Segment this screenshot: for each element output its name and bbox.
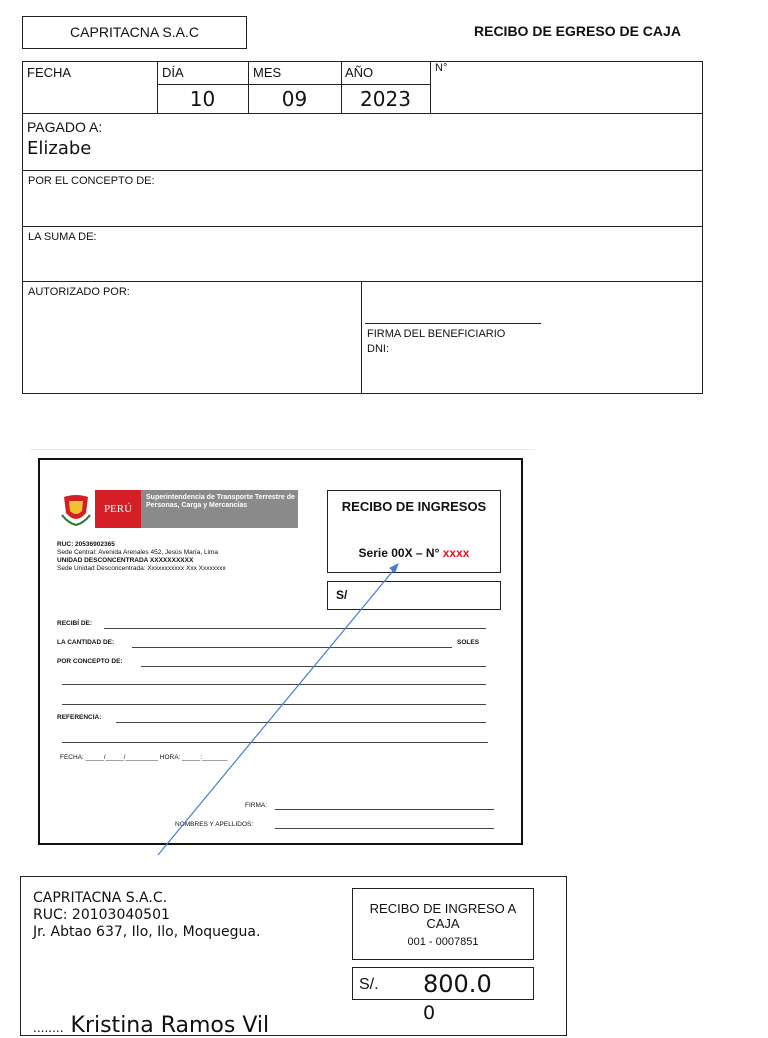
bottom-amount-box xyxy=(352,967,534,1000)
serie-number: Serie 00X – N° xxxx xyxy=(358,546,470,560)
autorizado-label: AUTORIZADO POR: xyxy=(28,286,130,298)
ruc-text: RUC: 20536902365 xyxy=(57,541,115,548)
dni-label: DNI: xyxy=(367,343,389,355)
soles-label: SOLES xyxy=(457,639,480,646)
dia-label: DÍA xyxy=(162,65,184,80)
peru-label: PERÚ xyxy=(95,490,141,528)
pagado-value: Elizabe xyxy=(27,138,92,159)
unidad-text: UNIDAD DESCONCENTRADA XXXXXXXXXX xyxy=(57,557,194,564)
recibi-label: RECIBÍ DE: xyxy=(57,620,93,627)
bottom-received-from: ........ Kristina Ramos Vil xyxy=(33,1013,270,1038)
entity-name: Superintendencia de Transporte Terrestre de Personas, Carga y Mercancías xyxy=(146,494,295,509)
fecha-label: FECHA xyxy=(27,65,72,80)
firma-beneficiario-label: FIRMA DEL BENEFICIARIO xyxy=(367,328,506,340)
company-name-box: CAPRITACNA S.A.C xyxy=(22,16,247,49)
anio-value: 2023 xyxy=(360,87,411,111)
receipt-title: RECIBO DE EGRESO DE CAJA xyxy=(474,23,681,39)
bottom-company-name: CAPRITACNA S.A.C. xyxy=(33,890,168,906)
sede-unidad-text: Sede Unidad Desconcentrada: Xxxxxxxxxxx Xxx Xxxxxxxx xyxy=(57,565,226,572)
sede-central-text: Sede Central: Avenida Arenales 452, Jesús María, Lima xyxy=(57,549,219,556)
bottom-amount: 800.0 xyxy=(423,970,492,998)
concepto-label-img: POR CONCEPTO DE: xyxy=(57,658,123,665)
mes-label: MES xyxy=(253,65,282,80)
nombres-label: NOMBRES Y APELLIDOS: xyxy=(175,821,254,828)
cantidad-label: LA CANTIDAD DE: xyxy=(57,639,115,646)
firma-label-img: FIRMA: xyxy=(245,802,268,809)
mes-value: 09 xyxy=(281,87,308,111)
recibo-ingresos-title: RECIBO DE INGRESOS xyxy=(341,499,487,514)
bottom-company-block xyxy=(33,890,260,941)
bottom-currency: S/. xyxy=(359,976,379,993)
dia-value: 10 xyxy=(189,87,216,111)
anio-label: AÑO xyxy=(345,65,374,80)
recibo-ingreso-caja-box xyxy=(352,888,534,960)
referencia-label: REFERENCIA: xyxy=(57,714,102,721)
suma-label: LA SUMA DE: xyxy=(28,231,97,243)
amount-currency-label: S/ xyxy=(336,588,348,602)
concepto-label: POR EL CONCEPTO DE: xyxy=(28,175,155,187)
numero-label: N° xyxy=(435,62,448,74)
bottom-address: Jr. Abtao 637, Ilo, Ilo, Moquegua. xyxy=(33,924,261,940)
recibo-ingreso-caja-title: RECIBO DE INGRESO A CAJA xyxy=(369,901,517,931)
bottom-amount-overflow: 0 xyxy=(423,1002,436,1024)
recibo-ingreso-caja-number: 001 - 0007851 xyxy=(407,936,479,948)
fecha-hora-line: FECHA: _____/_____/_________ HORA: _____:_______ xyxy=(60,754,228,761)
pagado-label: PAGADO A: xyxy=(27,119,103,135)
bottom-ruc: RUC: 20103040501 xyxy=(33,907,170,923)
